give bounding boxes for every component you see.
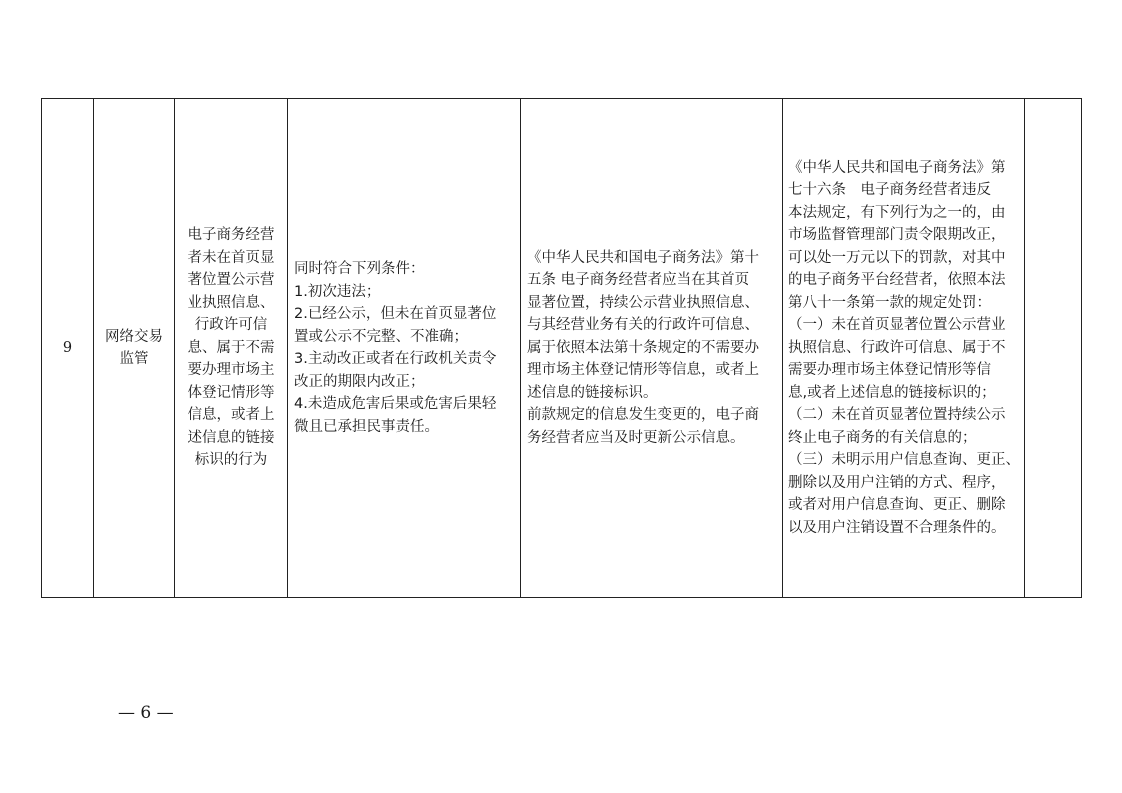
condition-line: 同时符合下列条件：	[294, 261, 425, 277]
act-line: 著位置公示营	[187, 272, 275, 289]
penalty-line: （三）未明示用户信息查询、更正、	[788, 452, 1020, 469]
penalty-line: 本法规定，有下列行为之一的，由	[788, 204, 1006, 221]
penalty-basis-cell	[783, 99, 1025, 598]
act-line: 信息，或者上	[187, 407, 275, 424]
penalty-line: 执照信息、行政许可信息、属于不	[788, 339, 1006, 356]
category-cell	[94, 99, 175, 598]
penalty-line: （二）未在首页显著位置持续公示	[788, 407, 1006, 424]
penalty-line: 以及用户注销设置不合理条件的。	[788, 519, 1006, 536]
table-row	[42, 99, 1082, 598]
penalty-line: （一）未在首页显著位置公示营业	[788, 317, 1006, 334]
act-line: 行政许可信	[194, 317, 268, 334]
basis-line: 五条 电子商务经营者应当在其首页	[527, 272, 750, 289]
penalty-line: 市场监督管理部门责令限期改正，	[788, 227, 1006, 244]
legal-basis-cell	[521, 99, 783, 598]
basis-line: 显著位置，持续公示营业执照信息、	[527, 294, 759, 311]
penalty-line: 息,或者上述信息的链接标识的；	[788, 384, 996, 401]
penalty-line: 删除以及用户注销的方式、程序，	[788, 474, 1006, 491]
condition-line: 置或公示不完整、不准确；	[294, 328, 468, 345]
basis-line: 《中华人民共和国电子商务法》第十	[527, 249, 759, 266]
act-line: 电子商务经营	[187, 227, 275, 244]
condition-line: 4.未造成危害后果或危害后果轻	[294, 396, 497, 412]
violation-act-cell	[175, 99, 288, 598]
basis-line: 述信息的链接标识。	[527, 384, 658, 401]
basis-line: 前款规定的信息发生变更的，电子商	[527, 407, 759, 424]
condition-line: 微且已承担民事责任。	[294, 418, 439, 435]
basis-line: 与其经营业务有关的行政许可信息、	[527, 317, 759, 334]
condition-line: 3.主动改正或者在行政机关责令	[294, 351, 497, 367]
condition-line: 2.已经公示，但未在首页显著位	[294, 306, 497, 322]
act-line: 标识的行为	[194, 452, 268, 469]
act-line: 体登记情形等	[187, 384, 275, 401]
penalty-line: 七十六条 电子商务经营者违反	[788, 182, 991, 199]
act-line: 述信息的链接	[187, 429, 275, 446]
act-line: 者未在首页显	[187, 249, 275, 266]
row-number-cell	[42, 99, 94, 598]
penalty-line: 第八十一条第一款的规定处罚：	[788, 294, 991, 311]
remark-cell	[1025, 99, 1082, 598]
regulation-table	[41, 98, 1082, 598]
act-line: 要办理市场主	[187, 362, 275, 379]
penalty-line: 或者对用户信息查询、更正、删除	[788, 497, 1006, 514]
penalty-line: 《中华人民共和国电子商务法》第	[788, 159, 1006, 176]
basis-line: 务经营者应当及时更新公示信息。	[527, 429, 745, 446]
condition-line: 改正的期限内改正；	[294, 373, 425, 390]
penalty-line: 终止电子商务的有关信息的；	[788, 429, 977, 446]
penalty-line: 需要办理市场主体登记情形等信	[788, 362, 991, 379]
penalty-line: 可以处一万元以下的罚款，对其中	[788, 249, 1006, 266]
condition-line: 1.初次违法；	[294, 283, 381, 300]
category-line: 监管	[119, 351, 149, 367]
page-number: — 6 —	[118, 703, 174, 723]
act-line: 业执照信息、	[187, 294, 275, 311]
category-line: 网络交易	[105, 328, 163, 345]
condition-cell	[288, 99, 521, 598]
penalty-line: 的电子商务平台经营者，依照本法	[788, 272, 1006, 289]
basis-line: 属于依照本法第十条规定的不需要办	[527, 339, 759, 356]
act-line: 息、属于不需	[187, 339, 275, 356]
row-number: 9	[62, 339, 73, 356]
basis-line: 理市场主体登记情形等信息，或者上	[527, 362, 759, 379]
